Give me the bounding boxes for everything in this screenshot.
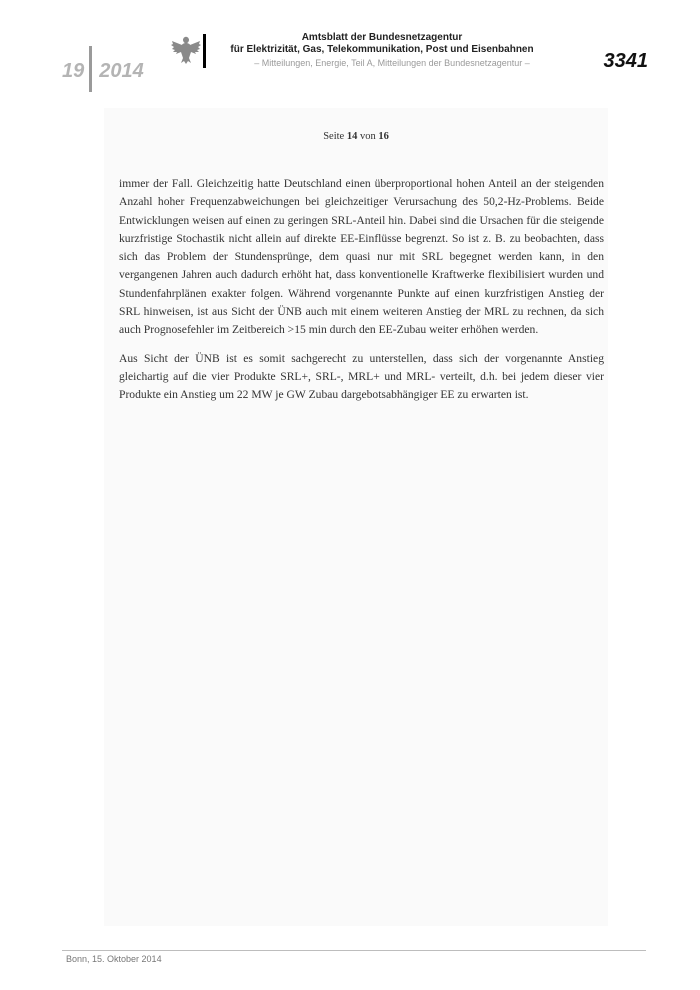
header-divider-bar	[203, 34, 206, 68]
paragraph: immer der Fall. Gleichzeitig hatte Deutschland einen überproportional hohen Anteil an der steigenden Anzahl hoher Frequenzabweichungen bei gleichzeitiger Verursachung des 50,2-Hz-Problems. Beide Entwicklungen weisen auf einen zu geringen SRL-Anteil hin. Dabei sind die Ursachen für die steigende kurzfristige Stochastik nicht allein auf direkte EE-Einflüsse begrenzt. So ist z. B. zu beobachten, dass sich das Problem der Stundensprünge, dem quasi nur mit SRL begegnet werden kann, in den vergangenen Jahren auch dadurch erhöht hat, dass konventionelle Kraftwerke flexibilisiert wurden und Stundenfahrplänen exakter folgen. Während vorgenannte Punkte auf einen kurzfristigen Anstieg der SRL hinweisen, ist aus Sicht der ÜNB auch mit einem weiteren Anstieg der MRL zu rechnen, da sich auch Prognosefehler im Zeitbereich >15 min durch den EE-Zubau weiter erhöhen werden.	[119, 177, 604, 337]
gazette-title-line1: Amtsblatt der Bundesnetzagentur	[301, 32, 463, 43]
page-label-mid: von	[359, 131, 376, 142]
issue-label	[62, 48, 144, 94]
page-total: 16	[378, 131, 389, 142]
gazette-page-number: 3341	[603, 50, 648, 72]
issue-year: 2014	[99, 59, 144, 82]
gazette-title-line2: für Elektrizität, Gas, Telekommunikation, Post und Eisenbahnen	[230, 44, 534, 55]
scan-page-indicator	[104, 131, 608, 142]
gazette-title	[212, 32, 552, 56]
issue-number: 19	[62, 59, 85, 82]
footer-divider	[62, 950, 646, 951]
federal-eagle-icon	[169, 32, 203, 66]
footer-place-date: Bonn, 15. Oktober 2014	[66, 954, 162, 964]
body-text	[119, 175, 604, 415]
page-current: 14	[346, 131, 358, 142]
scanned-page	[104, 108, 608, 926]
page-label-prefix: Seite	[323, 131, 345, 142]
paragraph: Aus Sicht der ÜNB ist es somit sachgerecht zu unterstellen, dass sich der vorgenannte Anstieg gleichartig auf die vier Produkte SRL+, SRL-, MRL+ und MRL- verteilt, d.h. bei jedem dieser vier Produkte ein Anstieg um 22 MW je GW Zubau dargebotsabhängiger EE zu erwarten ist.	[119, 351, 604, 402]
gazette-subtitle: – Mitteilungen, Energie, Teil A, Mitteilungen der Bundesnetzagentur –	[254, 58, 530, 68]
issue-separator	[89, 46, 92, 92]
